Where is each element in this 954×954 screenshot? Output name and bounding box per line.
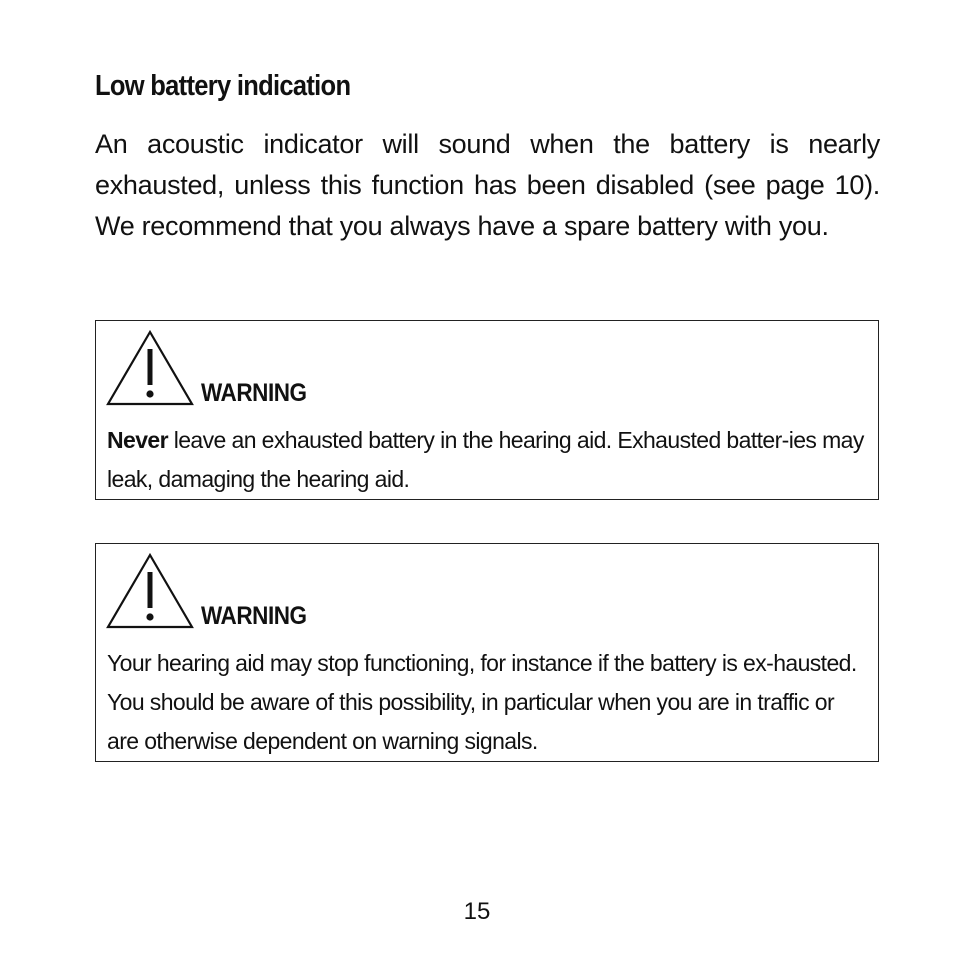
section-heading: Low battery indication [95, 70, 351, 102]
warning-triangle-icon [106, 552, 194, 630]
warning-triangle-icon [106, 329, 194, 407]
warning-text [107, 421, 868, 499]
page-number: 15 [463, 898, 491, 925]
warning-title: WARNING [201, 379, 307, 407]
warning-body: Your hearing aid may stop functioning, for instance if the battery is ex-hausted. You should be aware of this possibility, in particular when you are in traffic or are otherwise dependent on warning signals. [107, 650, 857, 754]
section-body: An acoustic indicator will sound when the battery is nearly exhausted, unless this function has been disabled (see page 10). We recommend that you always have a spare battery with you. [95, 129, 880, 241]
warning-title: WARNING [201, 602, 307, 630]
warning-lead-word: Never [107, 427, 168, 453]
warning-text [107, 644, 868, 761]
warning-box-aid-stop [95, 543, 879, 762]
warning-box-battery-leak [95, 320, 879, 500]
warning-body: leave an exhausted battery in the hearing aid. Exhausted batter-ies may leak, damaging the hearing aid. [107, 427, 864, 492]
